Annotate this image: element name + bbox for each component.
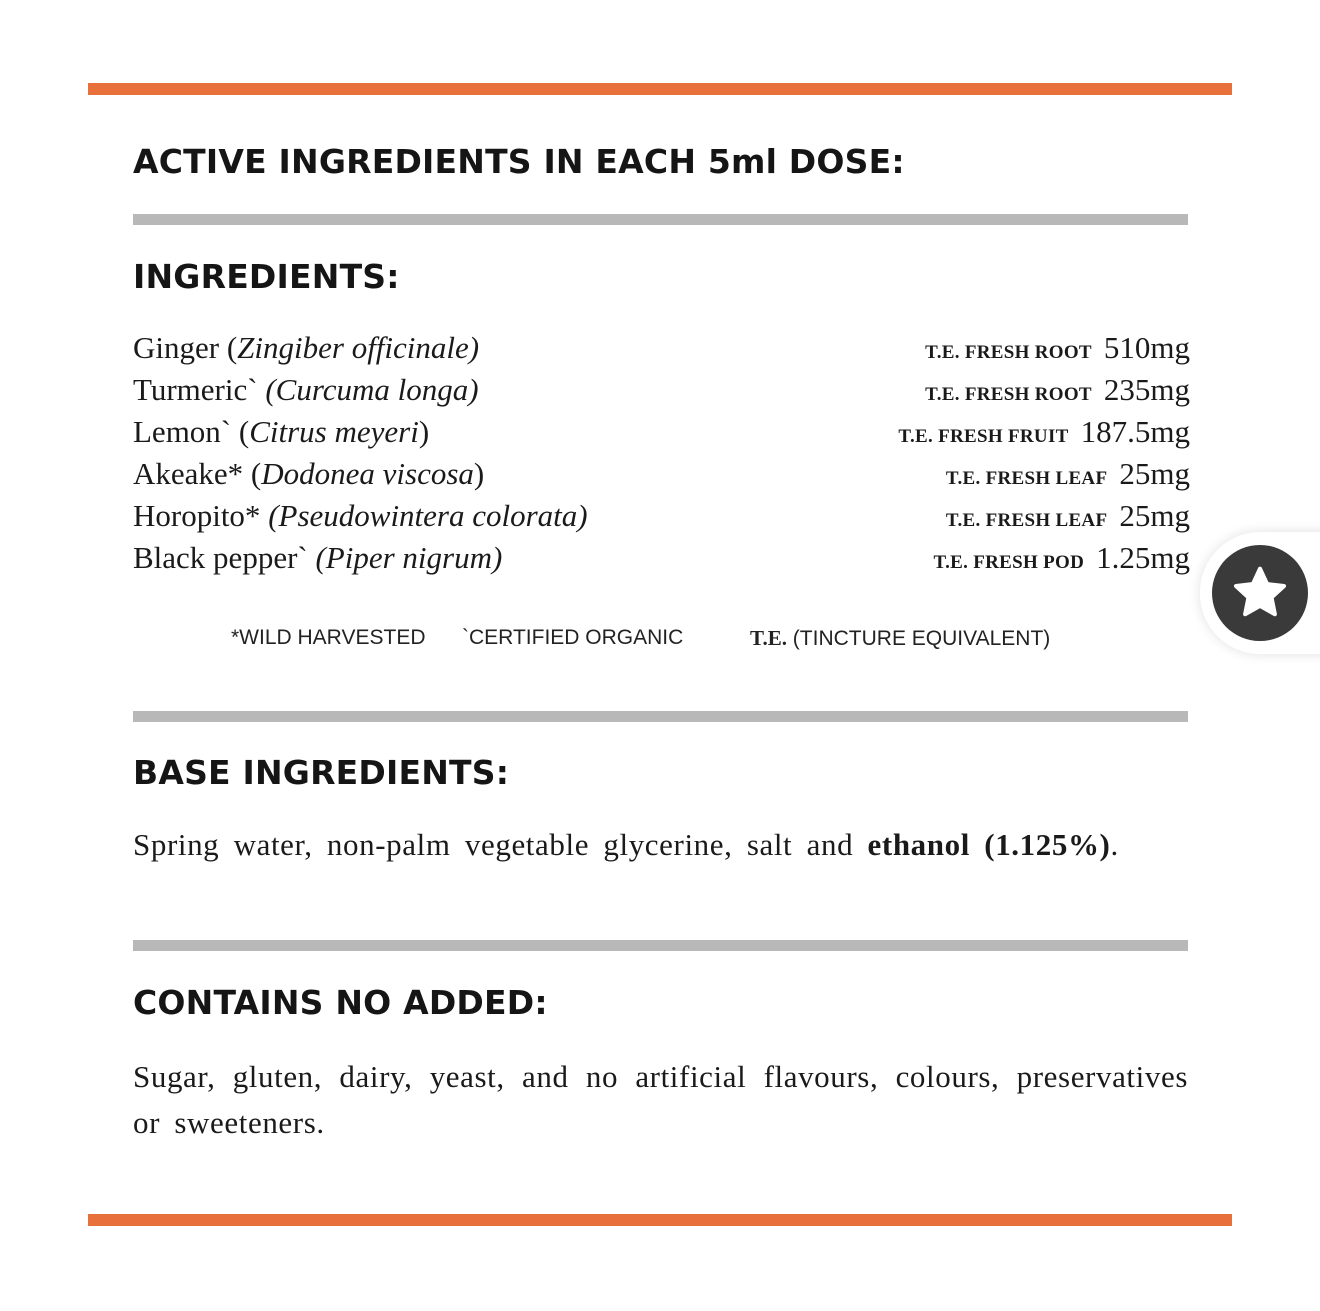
star-icon: [1229, 562, 1291, 624]
ingredient-amount-group: [946, 498, 1190, 534]
ingredient-name: Turmeric` (Curcuma longa): [133, 372, 479, 407]
ingredient-row: [133, 537, 1190, 579]
ingredient-name: Black pepper` (Piper nigrum): [133, 540, 503, 575]
ingredient-te-label: T.E. FRESH LEAF: [945, 510, 1108, 531]
ingredient-amount: 187.5mg: [1080, 414, 1190, 449]
ingredients-heading: INGREDIENTS:: [133, 257, 400, 296]
ingredient-name: Horopito* (Pseudowintera colorata): [133, 498, 588, 533]
ingredient-name: Ginger (Zingiber officinale): [133, 330, 480, 365]
ingredient-amount: 1.25mg: [1096, 540, 1190, 575]
ingredient-amount-group: [925, 330, 1190, 366]
ingredient-te-label: T.E. FRESH ROOT: [925, 342, 1092, 363]
ingredient-amount-group: [946, 456, 1190, 492]
ingredient-row: [133, 327, 1190, 369]
divider-1: [133, 214, 1188, 225]
ingredient-list: [133, 327, 1190, 579]
contains-no-added-heading: CONTAINS NO ADDED:: [133, 983, 548, 1022]
ingredient-amount-group: [925, 372, 1190, 408]
ingredient-amount: 25mg: [1119, 498, 1190, 533]
ingredient-row: [133, 453, 1190, 495]
ingredient-te-label: T.E. FRESH ROOT: [925, 384, 1092, 405]
reviews-widget-button[interactable]: [1212, 545, 1308, 641]
active-ingredients-heading: ACTIVE INGREDIENTS IN EACH 5ml DOSE:: [133, 142, 905, 181]
ingredient-amount: 25mg: [1119, 456, 1190, 491]
ingredient-row: [133, 369, 1190, 411]
ingredient-te-label: T.E. FRESH FRUIT: [898, 426, 1069, 447]
top-accent-rule: [88, 83, 1232, 95]
contains-no-added-text: Sugar, gluten, dairy, yeast, and no artificial flavours, colours, preservatives or sweeteners.: [133, 1059, 1188, 1140]
ingredient-amount-group: [934, 540, 1190, 576]
ingredient-amount: 235mg: [1103, 372, 1190, 407]
ingredient-te-label: T.E. FRESH LEAF: [945, 468, 1108, 489]
divider-2: [133, 711, 1188, 722]
divider-3: [133, 940, 1188, 951]
ingredient-name: Lemon` (Citrus meyeri): [133, 414, 430, 449]
ingredient-row: [133, 411, 1190, 453]
base-ingredients-heading: BASE INGREDIENTS:: [133, 753, 510, 792]
legend-certified-organic: `CERTIFIED ORGANIC: [462, 626, 684, 649]
ingredient-row: [133, 495, 1190, 537]
legend-wild-harvested: *WILD HARVESTED: [231, 626, 426, 649]
ingredient-te-label: T.E. FRESH POD: [933, 552, 1085, 573]
ingredient-amount-group: [898, 414, 1190, 450]
ingredient-amount: 510mg: [1103, 330, 1190, 365]
bottom-accent-rule: [88, 1214, 1232, 1226]
ingredient-name: Akeake* (Dodonea viscosa): [133, 456, 485, 491]
base-ingredients-text: Spring water, non-palm vegetable glycerine, salt and ethanol (1.125%).: [133, 827, 1119, 862]
legend-tincture-equivalent: T.E. (TINCTURE EQUIVALENT): [750, 626, 1051, 650]
